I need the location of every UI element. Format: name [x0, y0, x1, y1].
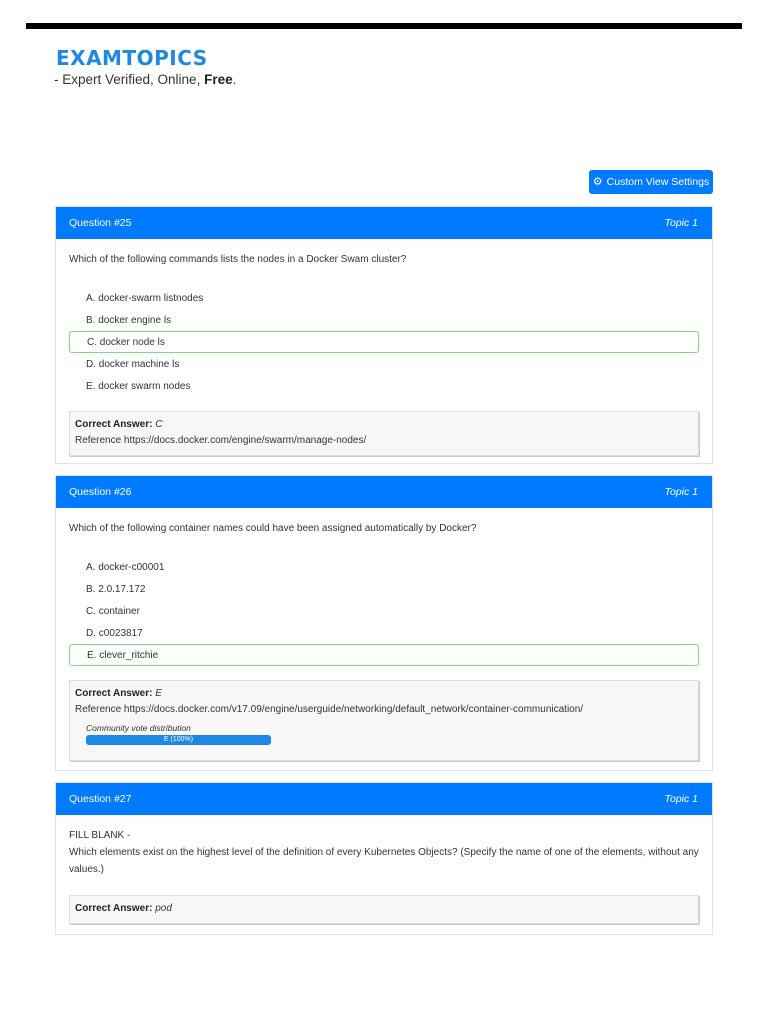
choice-d[interactable]: D. c0023817	[86, 627, 143, 639]
correct-answer-value: pod	[155, 903, 172, 914]
answer-reference: Reference https://docs.docker.com/v17.09/engine/userguide/networking/default_network/container-communication/	[75, 704, 584, 715]
question-topic: Topic 1	[664, 217, 698, 229]
custom-view-settings-button[interactable]	[589, 170, 713, 194]
choice-b[interactable]: B. 2.0.17.172	[86, 583, 146, 595]
choice-c-correct[interactable]: C. docker node ls	[69, 331, 699, 353]
choice-e[interactable]: E. docker swarm nodes	[86, 380, 191, 392]
answer-box	[69, 895, 699, 924]
question-card-26	[55, 475, 713, 771]
logo-text: EXAMTOPICS	[56, 46, 208, 70]
question-number: Question #25	[69, 217, 132, 229]
correct-answer-value: E	[155, 688, 162, 699]
question-fill-blank-label: FILL BLANK -	[69, 830, 131, 841]
community-vote-bar: E (100%)	[86, 735, 271, 745]
question-text: Which of the following commands lists the nodes in a Docker Swam cluster?	[69, 254, 407, 265]
examtopics-logo[interactable]	[56, 46, 208, 70]
choice-c[interactable]: C. container	[86, 605, 140, 617]
custom-view-settings-label: Custom View Settings	[606, 176, 710, 188]
correct-answer-label: Correct Answer:	[75, 688, 153, 699]
answer-box	[69, 411, 699, 456]
choice-a[interactable]: A. docker-swarm listnodes	[86, 292, 204, 304]
choices-list	[69, 556, 699, 666]
correct-answer-label: Correct Answer:	[75, 903, 153, 914]
question-header	[56, 207, 712, 239]
question-card-25	[55, 206, 713, 464]
community-vote-label: Community vote distribution	[86, 723, 191, 733]
question-number: Question #27	[69, 793, 132, 805]
question-number: Question #26	[69, 486, 132, 498]
choices-list	[69, 287, 699, 397]
question-text: Which elements exist on the highest level of the definition of every Kubernetes Objects? (Specify the name of one of the elements, without any values.)	[69, 847, 699, 875]
question-text: Which of the following container names could have been assigned automatically by Docker?	[69, 523, 477, 534]
correct-answer-label: Correct Answer:	[75, 419, 153, 430]
tagline: - Expert Verified, Online, Free.	[54, 72, 237, 87]
gear-icon: ⚙	[592, 175, 603, 188]
choice-b[interactable]: B. docker engine ls	[86, 314, 172, 326]
choice-e-correct[interactable]: E. clever_ritchie	[69, 644, 699, 666]
choice-a[interactable]: A. docker-c00001	[86, 561, 165, 573]
question-topic: Topic 1	[664, 486, 698, 498]
question-card-27	[55, 782, 713, 935]
answer-box	[69, 680, 699, 761]
question-header	[56, 783, 712, 815]
correct-answer-value: C	[155, 419, 163, 430]
answer-reference: Reference https://docs.docker.com/engine/swarm/manage-nodes/	[75, 435, 367, 446]
choice-d[interactable]: D. docker machine ls	[86, 358, 180, 370]
question-header	[56, 476, 712, 508]
question-topic: Topic 1	[664, 793, 698, 805]
top-border-bar	[26, 23, 742, 29]
